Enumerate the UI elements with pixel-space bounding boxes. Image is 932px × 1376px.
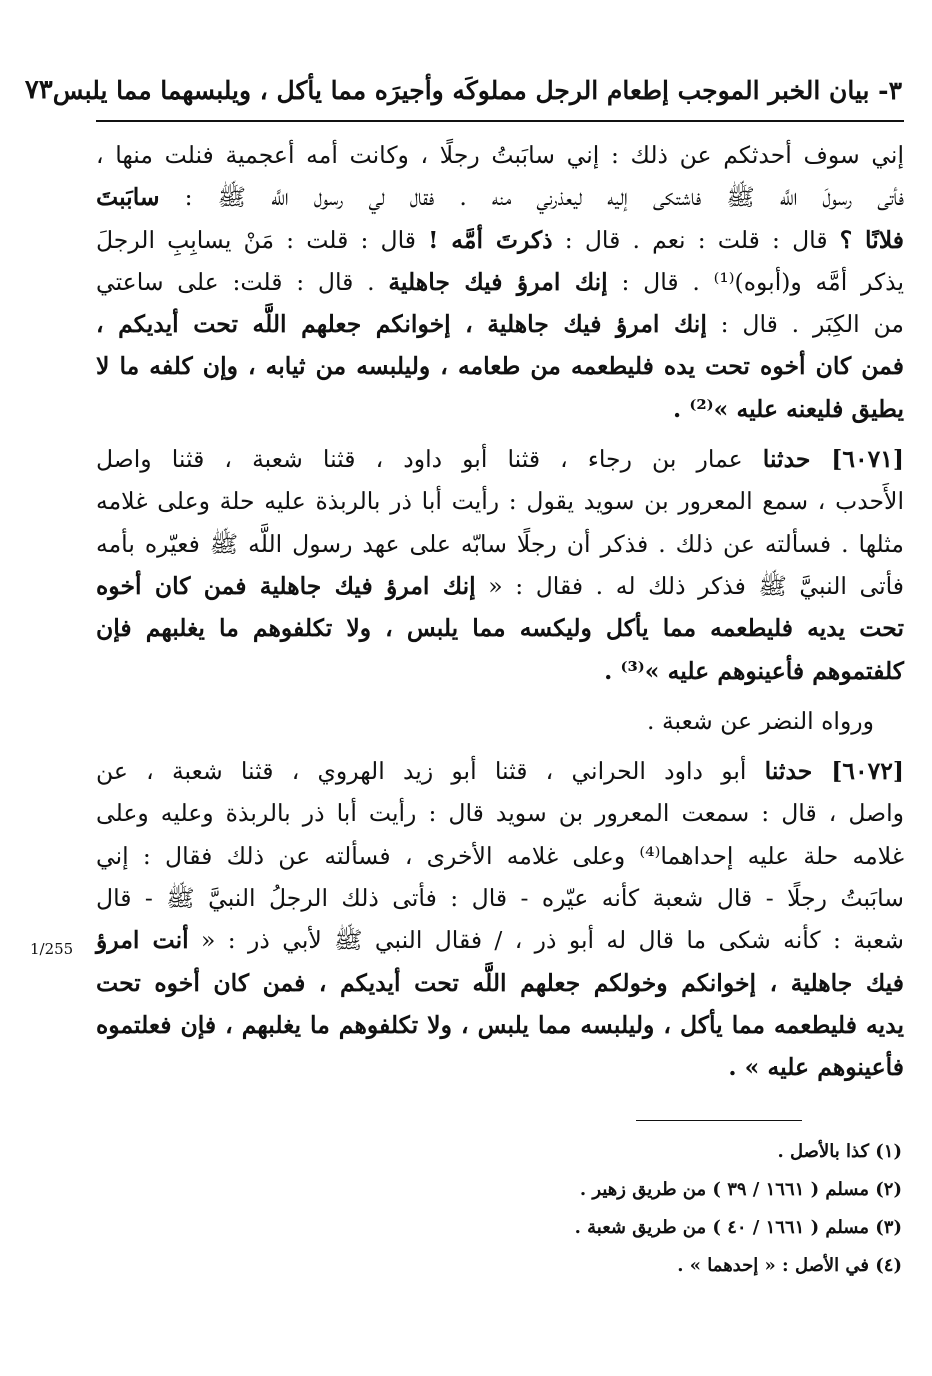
plain-text: مثلها . فسألته عن ذلك . فذكر أن رجلًا سابّه على عهد رسول اللَّه ﷺ فعيّره بأمه bbox=[96, 529, 904, 558]
text-line bbox=[96, 523, 904, 565]
plain-text: ورواه النضر عن شعبة . bbox=[647, 706, 874, 735]
text-line bbox=[96, 1004, 904, 1046]
text-line bbox=[96, 565, 904, 607]
text-line bbox=[96, 607, 904, 649]
bold-text: أنت امرؤ bbox=[96, 926, 189, 955]
plain-text: . قال : قلت: على ساعتي bbox=[96, 267, 389, 296]
bold-text: تحت يديه فليطعمه مما يأكل وليكسه مما يلبس ، ولا تكلفوهم ما يغلبهم فإن bbox=[96, 614, 904, 643]
text-line bbox=[96, 345, 904, 387]
bold-text: فيك جاهلية ، إخوانكم وخولكم جعلهم اللَّه تحت أيديكم ، فمن كان أخوه تحت bbox=[96, 968, 904, 997]
bold-text: إنك امرؤ فيك جاهلية فمن كان أخوه bbox=[96, 571, 476, 600]
footnote: (٤) في الأصل : « إحدهما » . bbox=[677, 1255, 902, 1276]
hadith-number: [٦٠٧١] bbox=[831, 445, 904, 474]
footnotes bbox=[400, 1133, 902, 1285]
plain-text: يذكر أمَّه و(أبوه)⁽¹⁾ . قال : bbox=[607, 267, 905, 296]
text-line bbox=[96, 134, 904, 176]
text-line bbox=[96, 1046, 904, 1088]
text-line bbox=[96, 750, 904, 792]
narration-keyword: حدثنا bbox=[762, 445, 832, 474]
narration-keyword: حدثنا bbox=[764, 757, 832, 786]
plain-text: شعبة : كأنه شكى ما قال له أبو ذر ، / فقال النبي ﷺ لأبي ذر : « bbox=[188, 926, 904, 955]
bold-text: فمن كان أخوه تحت يده فليطعمه من طعامه ، وليلبسه من ثيابه ، وإن كلفه ما لا bbox=[96, 352, 904, 381]
bold-text: سابَبتَ bbox=[96, 183, 160, 212]
text-line bbox=[96, 219, 904, 261]
chapter-title: ٣- بيان الخبر الموجب إطعام الرجل مملوكَه وأجيرَه مما يأكل ، ويلبسهما مما يلبس bbox=[52, 75, 902, 105]
paragraph-gap bbox=[96, 742, 904, 750]
text-line bbox=[96, 650, 904, 692]
header-divider bbox=[96, 120, 904, 122]
text-line bbox=[96, 480, 904, 522]
running-header bbox=[24, 68, 902, 112]
main-text bbox=[96, 134, 904, 1089]
bold-text: ذكرتَ أمَّه ! bbox=[428, 225, 553, 254]
plain-text: فأتى رسولَ اللَّه ﷺ فاشتكى إليه ليعذرني منه . فقال لي رسول اللَّه ﷺ : bbox=[159, 183, 904, 212]
plain-text: أبو داود الحراني ، قثنا أبو زيد الهروي ، قثنا شعبة ، عن bbox=[96, 757, 765, 786]
footnote: (٣) مسلم ( ١٦٦١ / ٤٠ ) من طريق شعبة . bbox=[574, 1217, 902, 1238]
text-line bbox=[96, 835, 904, 877]
text-line bbox=[96, 700, 904, 742]
bold-text: يطيق فليعنه عليه »⁽²⁾ . bbox=[672, 394, 904, 423]
page-number: ٧٣ bbox=[24, 75, 53, 105]
bold-text: إنك امرؤ فيك جاهلية bbox=[388, 267, 608, 296]
bold-text: يديه فليطعمه مما يأكل ، وليلبسه مما يلبس ، ولا تكلفوهم ما يغلبهم ، فإن فعلتموه bbox=[96, 1010, 904, 1039]
text-line bbox=[96, 792, 904, 834]
plain-text: سابَبتُ رجلًا - قال شعبة كأنه عيّره - قال : فأتى ذلك الرجلُ النبيَّ ﷺ - قال bbox=[96, 884, 904, 913]
bold-text: فأعينوهم عليه » . bbox=[728, 1053, 904, 1082]
plain-text: الأَحدب ، سمع المعرور بن سويد يقول : رأيت أبا ذر بالربذة عليه حلة وعلى غلامه bbox=[96, 487, 904, 516]
text-line bbox=[96, 919, 904, 961]
text-line bbox=[96, 176, 904, 218]
paragraph-gap bbox=[96, 430, 904, 438]
paragraph-gap bbox=[96, 692, 904, 700]
plain-text: قال : قلت : مَنْ يسابِبِ الرجلَ bbox=[96, 225, 429, 254]
bold-text: إنك امرؤ فيك جاهلية ، إخوانكم جعلهم اللَّه تحت أيديكم ، bbox=[96, 310, 707, 339]
text-line bbox=[96, 877, 904, 919]
hadith-number: [٦٠٧٢] bbox=[831, 757, 904, 786]
text-line bbox=[96, 438, 904, 480]
plain-text: غلامه حلة عليه إحداهما⁽⁴⁾ وعلى غلامه الأخرى ، فسألته عن ذلك فقال : إني bbox=[96, 841, 905, 870]
margin-folio-note: 1/255 bbox=[30, 940, 74, 958]
text-line bbox=[96, 261, 904, 303]
plain-text: فأتى النبيَّ ﷺ فذكر ذلك له . فقال : « bbox=[475, 571, 904, 600]
plain-text: من الكِبَر . قال : bbox=[706, 310, 904, 339]
footnote-divider bbox=[636, 1120, 802, 1121]
plain-text: إني سوف أحدثكم عن ذلك : إني سابَبتُ رجلًا ، وكانت أمه أعجمية فنلت منها ، bbox=[96, 141, 904, 169]
footnote: (٢) مسلم ( ١٦٦١ / ٣٩ ) من طريق زهير . bbox=[579, 1179, 902, 1200]
bold-text: كلفتموهم فأعينوهم عليه »⁽³⁾ . bbox=[604, 656, 904, 685]
plain-text: عمار بن رجاء ، قثنا أبو داود ، قثنا شعبة ، قثنا واصل bbox=[96, 445, 763, 474]
footnote: (١) كذا بالأصل . bbox=[777, 1141, 902, 1162]
text-line bbox=[96, 962, 904, 1004]
plain-text: قال : قلت : نعم . قال : bbox=[552, 225, 840, 254]
plain-text: واصل ، قال : سمعت المعرور بن سويد قال : رأيت أبا ذر بالربذة وعليه وعلى bbox=[96, 799, 904, 828]
text-line bbox=[96, 388, 904, 430]
text-line bbox=[96, 303, 904, 345]
bold-text: فلانًا ؟ bbox=[839, 225, 905, 254]
